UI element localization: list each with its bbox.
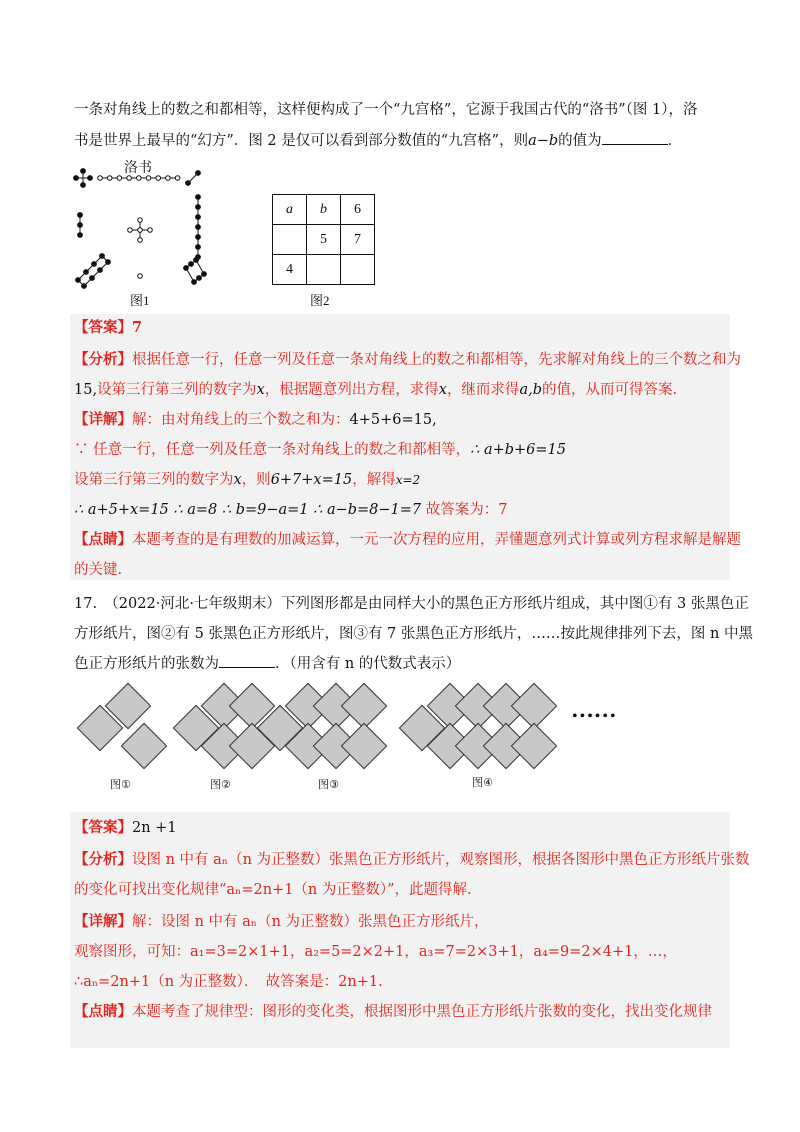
q16-answer: 【答案】7	[74, 319, 143, 336]
fig-label-1: 图①	[110, 778, 131, 791]
grid-cell: 7	[341, 225, 375, 255]
grid-cell	[341, 255, 375, 285]
grid-cell: 5	[307, 225, 341, 255]
q17-analysis-line2: 的变化可找出变化规律“aₙ=2n+1（n 为正整数）”，此题得解.	[74, 882, 472, 898]
q17-answer: 【答案】2n +1	[74, 819, 177, 836]
nine-square-grid	[272, 194, 375, 285]
q17-analysis-line1: 【分析】设图 n 中有 aₙ（n 为正整数）张黑色正方形纸片，观察图形，根据各图形中黑色正方形纸片张数	[74, 851, 750, 868]
grid-cell: a	[273, 195, 307, 225]
q16-point-line2: 的关键.	[74, 562, 123, 578]
q17-detail-line2: 观察图形，可知：a₁=3=2×1+1，a₂=5=2×2+1，a₃=7=2×3+1，a₄=9=2×4+1，…，	[74, 944, 677, 960]
q16-detail-line1: 【详解】解：由对角线上的三个数之和为：4+5+6=15,	[74, 411, 437, 428]
luoshu-title: 洛书	[124, 161, 152, 176]
q17-text-line3: 色正方形纸片的张数为 ．（用含有 n 的代数式表示）	[74, 656, 461, 672]
q17-detail-line1: 【详解】解：设图 n 中有 aₙ（n 为正整数）张黑色正方形纸片，	[74, 913, 489, 930]
q16-text-line1: 一条对角线上的数之和都相等，这样便构成了一个“九宫格”，它源于我国古代的“洛书”（图 1），洛	[74, 102, 698, 118]
q17-detail-line3: ∴aₙ=2n+1（n 为正整数）． 故答案是：2n+1.	[74, 974, 383, 990]
grid-cell	[307, 255, 341, 285]
q16-point-line1: 【点睛】本题考查的是有理数的加减运算，一元一次方程的应用，弄懂题意列式计算或列方程求解是解题	[74, 531, 741, 548]
fig1-label: 图1	[130, 293, 150, 308]
fig-label-4: 图④	[472, 776, 493, 789]
q16-text-line2: 书是世界上最早的“幻方”．图 2 是仅可以看到部分数值的“九宫格”，则a−b的值为 ．	[74, 133, 683, 149]
q17-text-line2: 方形纸片，图②有 5 张黑色正方形纸片，图③有 7 张黑色正方形纸片，……按此规律排列下去，图 n 中黑	[74, 626, 753, 642]
grid-cell	[273, 225, 307, 255]
square-pattern-figures	[80, 690, 640, 770]
q17-point-line1: 【点睛】本题考查了规律型：图形的变化类，根据图形中黑色正方形纸片张数的变化，找出变化规律	[74, 1003, 712, 1020]
q16-analysis-line2: 15,设第三行第三列的数字为x，根据题意列出方程，求得x，继而求得a,b的值，从而可得答案.	[74, 382, 678, 398]
grid-cell: b	[307, 195, 341, 225]
q16-detail-line2: ∵ 任意一行，任意一列及任意一条对角线上的数之和都相等，∴ a+b+6=15	[74, 442, 566, 458]
pattern-ellipsis: ••••••	[572, 708, 618, 725]
q16-answer-blank	[602, 144, 668, 145]
grid-cell: 6	[341, 195, 375, 225]
q16-analysis-line1: 【分析】根据任意一行，任意一列及任意一条对角线上的数之和都相等，先求解对角线上的三个数之和为	[74, 351, 741, 368]
fig-label-3: 图③	[318, 778, 339, 791]
fig-label-2: 图②	[210, 778, 231, 791]
q16-detail-line4: ∴ a+5+x=15 ∴ a=8 ∴ b=9−a=1 ∴ a−b=8−1=7 故答案为：7	[74, 502, 508, 518]
q17-text-line1: 17. （2022·河北·七年级期末）下列图形都是由同样大小的黑色正方形纸片组成，其中图①有 3 张黑色正	[74, 596, 749, 612]
luoshu-figure	[74, 165, 214, 295]
fig2-label: 图2	[310, 293, 330, 308]
q17-answer-blank	[219, 667, 275, 668]
q16-math-a-minus-b: a−b	[528, 133, 559, 149]
grid-cell: 4	[273, 255, 307, 285]
q16-detail-line3: 设第三行第三列的数字为x，则6+7+x=15，解得x=2	[74, 472, 421, 488]
